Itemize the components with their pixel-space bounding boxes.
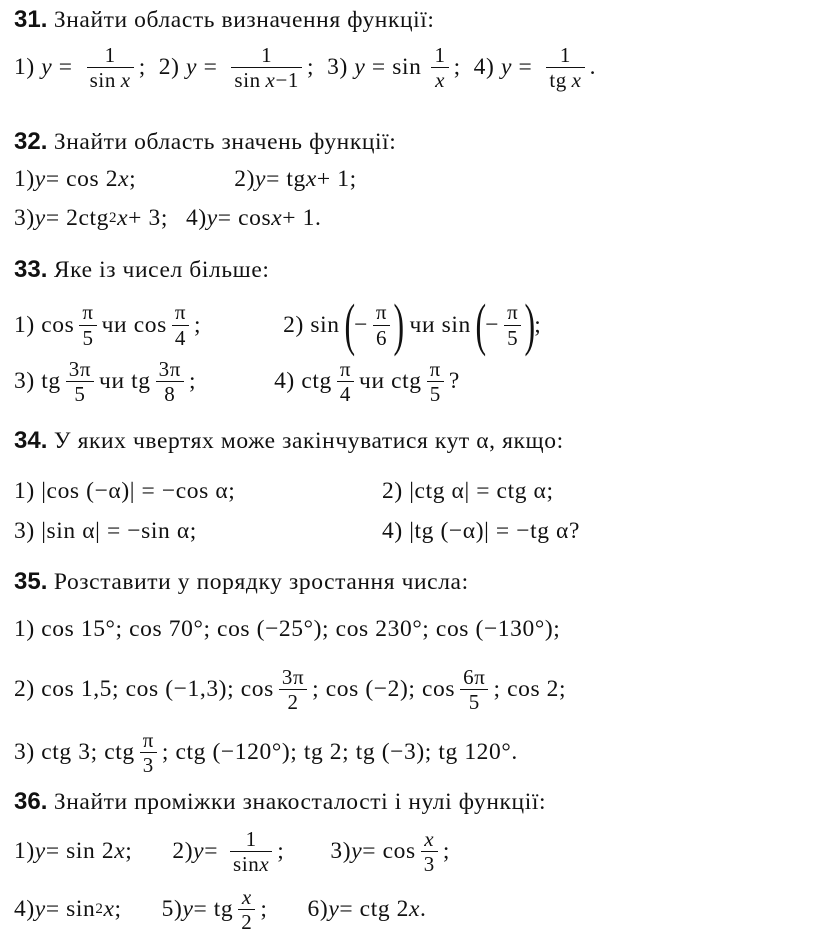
problem-33-row-1 <box>14 292 542 357</box>
problem-number: 36. <box>14 788 48 815</box>
func-sin: sin <box>441 311 471 338</box>
var-y: y <box>206 205 218 231</box>
expr: ; cos 2; <box>493 676 567 703</box>
expr: = tg <box>193 896 234 923</box>
equals: = <box>204 838 219 865</box>
denominator: sin x−1 <box>234 68 300 93</box>
equals: = <box>58 54 73 81</box>
fraction: $\frac{\pi}{4}$ <box>172 301 189 348</box>
var-y: y <box>351 838 363 865</box>
item-label: 3) <box>14 205 35 231</box>
punct: ; <box>114 896 122 923</box>
expr: = sin 2 <box>45 838 115 865</box>
problem-35-row-2 <box>14 666 566 713</box>
paren: ) <box>393 292 405 357</box>
var-x: x <box>409 896 421 923</box>
problem-32-row-1 <box>14 166 357 193</box>
fraction <box>546 44 584 91</box>
fraction: $\frac{3\pi}{5}$ <box>66 358 94 405</box>
var-y: y <box>34 205 46 231</box>
var-y: y <box>41 54 53 81</box>
var-x: x <box>117 205 129 231</box>
expr: ; <box>129 166 137 192</box>
punct: ; <box>534 311 542 338</box>
problem-36-row-1 <box>14 828 450 875</box>
problem-title: Знайти область визначення функції: <box>53 6 435 33</box>
problem-title: Знайти проміжки знакосталості і нулі функції: <box>53 788 547 815</box>
func-tg: tg <box>131 368 151 395</box>
problem-number: 35. <box>14 568 48 595</box>
problem-34-row-1 <box>14 478 554 505</box>
expr: + 1; <box>316 166 357 192</box>
problem-title: У яких чвертях може закінчуватися кут α, якщо: <box>53 427 564 454</box>
func-cos: cos <box>133 311 167 338</box>
var-y: y <box>500 54 512 81</box>
item: 1) cos 15°; cos 70°; cos (−25°); cos 230°; cos (−130°); <box>14 616 561 642</box>
problem-33-heading <box>14 256 270 284</box>
fraction: $\frac{6\pi}{5}$ <box>460 666 488 713</box>
paren: ) <box>524 292 536 357</box>
item-label: 4) <box>185 205 207 231</box>
numerator: 1 <box>434 43 446 67</box>
item: 4) |tg (−α)| = −tg α? <box>382 518 580 544</box>
problem-36-row-2 <box>14 886 427 933</box>
fraction: $\frac{\pi}{4}$ <box>337 358 354 405</box>
var-y: y <box>354 54 366 81</box>
expr: = ctg 2 <box>339 896 410 923</box>
func-ctg: ctg <box>391 368 422 395</box>
punct: . <box>420 896 427 923</box>
item-label: 2) <box>234 166 256 192</box>
word-chi: чи <box>99 368 125 395</box>
problem-36-heading <box>14 788 546 816</box>
item-label: 4) <box>14 896 35 923</box>
var-y: y <box>34 896 46 923</box>
punct: ; <box>188 368 197 395</box>
problem-32-row-2 <box>14 205 321 232</box>
paren: ( <box>344 292 356 357</box>
problem-number: 33. <box>14 256 48 283</box>
item-label: 1) <box>14 166 35 192</box>
problem-title: Розставити у порядку зростання числа: <box>53 568 469 595</box>
expr: ; ctg (−120°); tg 2; tg (−3); tg 120°. <box>161 739 518 766</box>
fraction: $\frac{1}{\sin x}$ <box>230 828 272 875</box>
problem-35-heading <box>14 568 469 596</box>
punct: ; <box>125 838 133 865</box>
expr: = cos 2 <box>45 166 119 192</box>
item-label: 3) <box>327 54 348 81</box>
problem-35-row-3 <box>14 729 518 776</box>
item-label: 4) <box>473 54 495 81</box>
problem-number: 31. <box>14 6 48 33</box>
var-x: x <box>114 838 126 865</box>
problem-31-items: 1) y = $\frac{1}{\text{sin x}}$ ; 2) y = $\frac{1}{\text{sin x−1}}$ ; 3) y = sin $\frac{1}{x}$ ; 4) y = $\frac{1}{\text{tg x}}$ . <box>14 43 597 93</box>
item: 2) |ctg α| = ctg α; <box>382 478 554 504</box>
expr: ; cos (−2); cos <box>312 676 456 703</box>
fraction: $\frac{3\pi}{8}$ <box>156 358 184 405</box>
expr: 2) cos 1,5; cos (−1,3); cos <box>14 676 274 703</box>
problem-number: 34. <box>14 427 48 454</box>
fraction: $\frac{x}{3}$ <box>421 828 438 875</box>
paren: ( <box>475 292 487 357</box>
var-y: y <box>255 166 267 192</box>
expr: = cos <box>362 838 416 865</box>
expr: 3) ctg 3; ctg <box>14 739 135 766</box>
fraction: $\frac{x}{2}$ <box>238 886 255 933</box>
var-y: y <box>328 896 340 923</box>
expr: = 2ctg <box>45 205 110 231</box>
minus: − <box>354 311 368 338</box>
punct: ; <box>277 838 285 865</box>
var-y: y <box>34 838 46 865</box>
denominator: sin x <box>89 68 131 93</box>
denominator: tg x <box>549 68 582 93</box>
problem-35-row-1 <box>14 616 560 643</box>
fraction <box>87 44 134 91</box>
var-x: x <box>103 896 115 923</box>
item-label: 5) <box>161 896 183 923</box>
exponent: 2 <box>95 901 104 918</box>
equals: = <box>371 54 386 81</box>
punct: ; <box>442 838 450 865</box>
item-label: 1) <box>14 838 35 865</box>
item-label: 1) <box>14 54 35 81</box>
equals: = <box>203 54 218 81</box>
fraction <box>231 44 302 91</box>
numerator: 1 <box>559 43 571 67</box>
item-label: 6) <box>307 896 329 923</box>
expr: 2) sin <box>283 311 340 338</box>
expr: + 3; <box>128 205 168 231</box>
fraction: $\frac{\pi}{5}$ <box>427 358 444 405</box>
var-y: y <box>34 166 46 192</box>
expr: 3) tg <box>14 368 61 395</box>
problem-34-row-2 <box>14 518 580 545</box>
expr: = tg <box>266 166 306 192</box>
fraction: $\frac{\pi}{3}$ <box>140 729 157 776</box>
punct: ; <box>194 311 202 338</box>
expr: = sin <box>45 896 96 923</box>
var-x: x <box>271 205 283 231</box>
word-chi: чи <box>359 368 385 395</box>
problem-33-row-2 <box>14 358 460 405</box>
numerator: 1 <box>104 43 116 67</box>
func-sin: sin <box>392 54 422 81</box>
fraction <box>431 44 448 91</box>
var-x: x <box>305 166 317 192</box>
equals: = <box>518 54 533 81</box>
expr: 4) ctg <box>274 368 332 395</box>
word-chi: чи <box>101 311 128 338</box>
punct: ? <box>448 368 460 395</box>
item-label: 2) <box>172 838 194 865</box>
problem-title: Яке із чисел більше: <box>53 256 270 283</box>
item: 3) |sin α| = −sin α; <box>14 518 197 544</box>
numerator: 1 <box>261 43 273 67</box>
expr: 1) cos <box>14 311 75 338</box>
fraction: $\frac{\pi}{5}$ <box>79 301 96 348</box>
var-y: y <box>182 896 194 923</box>
var-y: y <box>193 838 205 865</box>
problem-number: 32. <box>14 128 48 155</box>
punct: ; <box>260 896 268 923</box>
fraction: $\frac{\pi}{5}$ <box>504 301 521 348</box>
problem-title: Знайти область значень функції: <box>53 128 397 155</box>
exponent: 2 <box>109 210 118 226</box>
expr: = cos <box>217 205 272 231</box>
fraction: $\frac{3\pi}{2}$ <box>279 666 307 713</box>
problem-31-heading <box>14 6 435 34</box>
var-x: x <box>118 166 130 192</box>
fraction: $\frac{\pi}{6}$ <box>373 301 390 348</box>
minus: − <box>485 311 500 338</box>
word-chi: чи <box>409 311 436 338</box>
item: 1) |cos (−α)| = −cos α; <box>14 478 236 504</box>
problem-32-heading <box>14 128 396 156</box>
denominator: x <box>435 68 445 93</box>
item-label: 2) <box>158 54 180 81</box>
item-label: 3) <box>330 838 352 865</box>
problem-34-heading <box>14 427 564 455</box>
var-y: y <box>186 54 198 81</box>
expr: + 1. <box>282 205 322 231</box>
